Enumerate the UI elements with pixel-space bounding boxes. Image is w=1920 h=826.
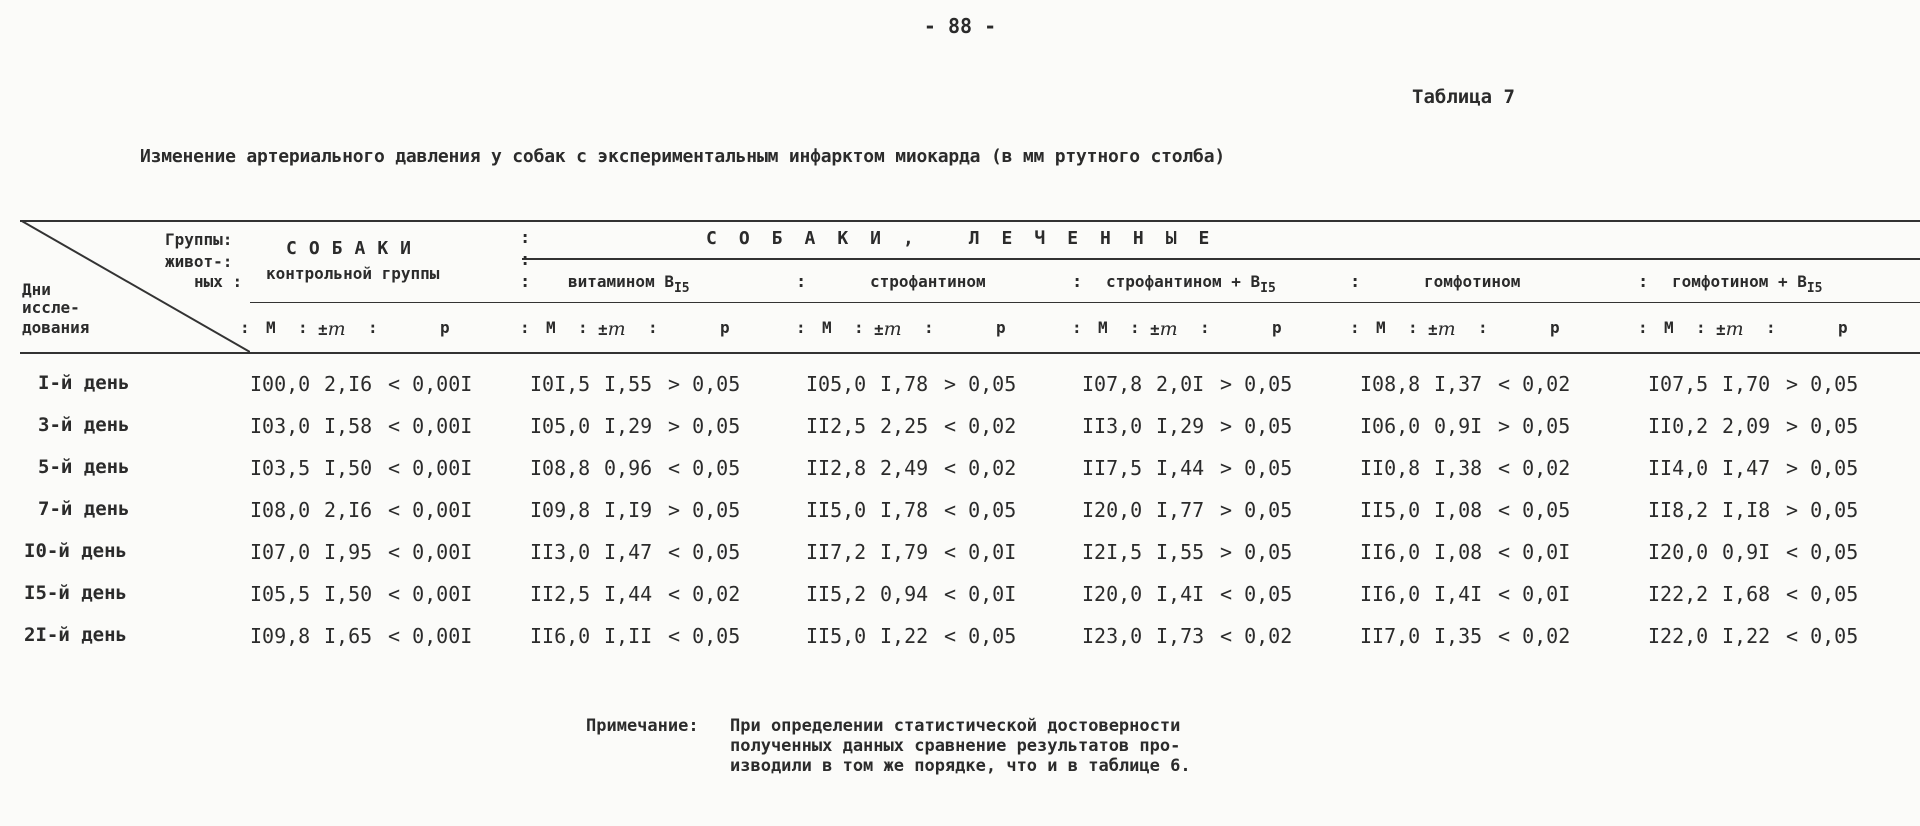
cell-p: > 0,05 (1498, 414, 1571, 438)
cell-sd: I,78 (880, 498, 929, 522)
cell-p: < 0,05 (1498, 498, 1571, 522)
cell-mean: I2I,5 (1082, 540, 1143, 564)
cell-mean: I06,0 (1360, 414, 1421, 438)
row-day-label: 7-й день (38, 498, 130, 520)
cell-mean: II2,8 (806, 456, 867, 480)
m-letter: m (607, 318, 626, 340)
cell-sd: I,I8 (1722, 498, 1771, 522)
cell-p: < 0,05 (1786, 540, 1859, 564)
cell-mean: I08,0 (250, 498, 311, 522)
treated-underline-rule (522, 258, 1920, 260)
cell-mean: II0,2 (1648, 414, 1709, 438)
cell-p: < 0,00I (388, 372, 473, 396)
plus-minus-sign: ± (598, 320, 608, 339)
control-group-subtitle: контрольной группы (266, 264, 440, 283)
cell-mean: II6,0 (1360, 540, 1421, 564)
cell-p: < 0,05 (1220, 582, 1293, 606)
cell-p: < 0,02 (1220, 624, 1293, 648)
cell-p: < 0,02 (1498, 372, 1571, 396)
cell-sd: 2,25 (880, 414, 929, 438)
cell-sd: I,95 (324, 540, 373, 564)
plus-minus-sign: ± (874, 320, 884, 339)
header-separator: : (796, 272, 807, 292)
cell-mean: II5,0 (1360, 498, 1421, 522)
row-day-label: 2I-й день (24, 624, 127, 646)
subheader-separator: : (298, 318, 308, 337)
cell-sd: 0,94 (880, 582, 929, 606)
group-strophanthin-b15: строфантином + $B_{I5}$ (1106, 272, 1276, 296)
cell-sd: I,II (604, 624, 653, 648)
cell-p: < 0,0I (944, 582, 1017, 606)
cell-mean: II2,5 (530, 582, 591, 606)
cell-p: < 0,0I (1498, 582, 1571, 606)
cell-mean: I07,0 (250, 540, 311, 564)
cell-sd: I,37 (1434, 372, 1483, 396)
cell-sd: I,55 (604, 372, 653, 396)
cell-mean: I00,0 (250, 372, 311, 396)
table-caption: Изменение артериального давления у собак с экспериментальным инфарктом миокарда (в мм ртутного столба) (140, 146, 1225, 167)
cell-sd: I,77 (1156, 498, 1205, 522)
cell-p: < 0,05 (1786, 582, 1859, 606)
cell-sd: I,50 (324, 456, 373, 480)
header-separator: : (520, 272, 531, 292)
column-header-p: p (720, 318, 730, 337)
cell-sd: 0,9I (1722, 540, 1771, 564)
m-letter: m (1437, 318, 1456, 340)
cell-mean: I09,8 (530, 498, 591, 522)
column-header-M: М (1376, 318, 1386, 337)
corner-label-days-1: Дни (22, 280, 51, 299)
row-day-label: 3-й день (38, 414, 130, 436)
cell-p: < 0,00I (388, 414, 473, 438)
cell-p: > 0,05 (668, 498, 741, 522)
cell-sd: I,68 (1722, 582, 1771, 606)
table-label: Таблица 7 (1412, 86, 1515, 108)
cell-p: < 0,00I (388, 498, 473, 522)
m-letter: m (1725, 318, 1744, 340)
cell-mean: II0,8 (1360, 456, 1421, 480)
subheader-separator: : (854, 318, 864, 337)
column-header-M: М (822, 318, 832, 337)
cell-p: > 0,05 (1786, 498, 1859, 522)
cell-sd: I,4I (1434, 582, 1483, 606)
column-header-p: p (440, 318, 450, 337)
cell-mean: I23,0 (1082, 624, 1143, 648)
cell-p: < 0,0I (1498, 540, 1571, 564)
cell-mean: II8,2 (1648, 498, 1709, 522)
row-day-label: 5-й день (38, 456, 130, 478)
cell-p: > 0,05 (1786, 414, 1859, 438)
corner-label-groups-2: живот-: (165, 252, 233, 271)
row-day-label: I-й день (38, 372, 130, 394)
control-group-title: СОБАКИ (286, 238, 424, 259)
cell-p: > 0,05 (1220, 414, 1293, 438)
cell-p: > 0,05 (1220, 540, 1293, 564)
cell-p: > 0,05 (1220, 498, 1293, 522)
row-day-label: I0-й день (24, 540, 127, 562)
cell-sd: I,08 (1434, 540, 1483, 564)
cell-mean: II5,0 (806, 498, 867, 522)
cell-sd: I,29 (604, 414, 653, 438)
cell-sd: I,38 (1434, 456, 1483, 480)
cell-sd: I,65 (324, 624, 373, 648)
subheader-separator: : (1638, 318, 1648, 337)
cell-mean: II3,0 (1082, 414, 1143, 438)
cell-p: < 0,05 (668, 624, 741, 648)
cell-mean: I03,5 (250, 456, 311, 480)
subheader-separator: : (520, 318, 530, 337)
cell-mean: II6,0 (1360, 582, 1421, 606)
cell-mean: II3,0 (530, 540, 591, 564)
cell-p: < 0,05 (944, 624, 1017, 648)
header-mid-rule (250, 302, 1920, 303)
cell-mean: II5,2 (806, 582, 867, 606)
subheader-separator: : (1130, 318, 1140, 337)
cell-p: < 0,05 (668, 540, 741, 564)
cell-mean: I05,0 (806, 372, 867, 396)
column-header-sd (1428, 318, 1456, 340)
cell-mean: I22,0 (1648, 624, 1709, 648)
cell-sd: I,47 (604, 540, 653, 564)
subheader-separator: : (1478, 318, 1488, 337)
cell-mean: I07,8 (1082, 372, 1143, 396)
table-row (0, 498, 1920, 538)
subheader-separator: : (1408, 318, 1418, 337)
subheader-separator: : (240, 318, 250, 337)
m-letter: m (1159, 318, 1178, 340)
subheader-separator: : (1696, 318, 1706, 337)
column-header-p: p (996, 318, 1006, 337)
subheader-separator: : (648, 318, 658, 337)
cell-mean: I20,0 (1082, 498, 1143, 522)
plus-minus-sign: ± (1428, 320, 1438, 339)
subheader-separator: : (578, 318, 588, 337)
plus-minus-sign: ± (1150, 320, 1160, 339)
cell-p: < 0,02 (668, 582, 741, 606)
cell-p: < 0,02 (944, 456, 1017, 480)
cell-mean: I03,0 (250, 414, 311, 438)
cell-sd: I,22 (1722, 624, 1771, 648)
cell-sd: I,70 (1722, 372, 1771, 396)
cell-mean: II7,5 (1082, 456, 1143, 480)
cell-mean: I20,0 (1648, 540, 1709, 564)
cell-sd: I,78 (880, 372, 929, 396)
column-header-sd (318, 318, 346, 340)
cell-sd: I,79 (880, 540, 929, 564)
cell-sd: 2,I6 (324, 372, 373, 396)
column-header-p: p (1272, 318, 1282, 337)
cell-p: < 0,0I (944, 540, 1017, 564)
cell-sd: I,4I (1156, 582, 1205, 606)
cell-sd: I,47 (1722, 456, 1771, 480)
column-header-sd (598, 318, 626, 340)
column-header-sd (874, 318, 902, 340)
cell-sd: 0,96 (604, 456, 653, 480)
cell-mean: II6,0 (530, 624, 591, 648)
column-header-M: М (1664, 318, 1674, 337)
group-strophanthin: строфантином (870, 272, 986, 291)
note-label: Примечание: (586, 716, 699, 736)
subheader-separator: : (368, 318, 378, 337)
column-header-p: p (1838, 318, 1848, 337)
cell-sd: I,29 (1156, 414, 1205, 438)
group-vitamin-b15: витамином $B_{I5}$ (568, 272, 690, 296)
cell-sd: 2,0I (1156, 372, 1205, 396)
cell-p: < 0,00I (388, 540, 473, 564)
group-gomphotin-b15: гомфотином + $B_{I5}$ (1672, 272, 1823, 296)
column-header-sd (1716, 318, 1744, 340)
treated-groups-title: СОБАКИ, ЛЕЧЕННЫЕ (706, 228, 1232, 249)
cell-mean: I09,8 (250, 624, 311, 648)
plus-minus-sign: ± (1716, 320, 1726, 339)
group-gomphotin: гомфотином (1424, 272, 1521, 291)
cell-mean: I0I,5 (530, 372, 591, 396)
cell-sd: I,08 (1434, 498, 1483, 522)
cell-p: > 0,05 (668, 414, 741, 438)
cell-p: < 0,02 (1498, 456, 1571, 480)
cell-p: < 0,05 (944, 498, 1017, 522)
table-row (0, 540, 1920, 580)
header-separator: : (1072, 272, 1083, 292)
cell-sd: I,50 (324, 582, 373, 606)
corner-label-days-3: дования (22, 318, 90, 337)
subheader-separator: : (796, 318, 806, 337)
cell-p: < 0,00I (388, 582, 473, 606)
cell-mean: II4,0 (1648, 456, 1709, 480)
subheader-separator: : (1072, 318, 1082, 337)
header-separator: : (1350, 272, 1361, 292)
cell-mean: I07,5 (1648, 372, 1709, 396)
header-separator: : (520, 228, 531, 248)
cell-sd: 2,49 (880, 456, 929, 480)
table-row (0, 456, 1920, 496)
cell-mean: I20,0 (1082, 582, 1143, 606)
cell-sd: 2,I6 (324, 498, 373, 522)
note-text: При определении статистической достоверности полученных данных сравнение результатов про- изводили в том же порядке, что и в таблице 6. (730, 716, 1191, 776)
table-row (0, 372, 1920, 412)
cell-sd: I,73 (1156, 624, 1205, 648)
cell-mean: II5,0 (806, 624, 867, 648)
subheader-separator: : (1200, 318, 1210, 337)
cell-p: < 0,05 (668, 456, 741, 480)
cell-p: < 0,02 (1498, 624, 1571, 648)
header-separator: : (520, 250, 531, 270)
cell-p: > 0,05 (1220, 372, 1293, 396)
table-row (0, 624, 1920, 664)
cell-p: < 0,02 (944, 414, 1017, 438)
cell-sd: I,44 (604, 582, 653, 606)
corner-label-groups-1: Группы: (165, 230, 233, 249)
cell-sd: I,44 (1156, 456, 1205, 480)
cell-mean: II7,2 (806, 540, 867, 564)
column-header-M: М (1098, 318, 1108, 337)
cell-sd: 0,9I (1434, 414, 1483, 438)
cell-mean: I22,2 (1648, 582, 1709, 606)
cell-p: > 0,05 (1786, 372, 1859, 396)
cell-p: < 0,05 (1786, 624, 1859, 648)
column-header-M: М (546, 318, 556, 337)
cell-p: > 0,05 (668, 372, 741, 396)
cell-p: < 0,00I (388, 624, 473, 648)
table-row (0, 414, 1920, 454)
header-separator: : (1638, 272, 1649, 292)
subheader-separator: : (1766, 318, 1776, 337)
cell-p: > 0,05 (1786, 456, 1859, 480)
page-number: - 88 - (923, 14, 997, 38)
header-top-rule (20, 220, 1920, 222)
cell-sd: I,58 (324, 414, 373, 438)
subheader-separator: : (1350, 318, 1360, 337)
cell-p: > 0,05 (1220, 456, 1293, 480)
row-day-label: I5-й день (24, 582, 127, 604)
subheader-separator: : (924, 318, 934, 337)
plus-minus-sign: ± (318, 320, 328, 339)
cell-p: > 0,05 (944, 372, 1017, 396)
cell-mean: I08,8 (1360, 372, 1421, 396)
header-bottom-rule (20, 352, 1920, 354)
cell-sd: I,I9 (604, 498, 653, 522)
corner-label-groups-3: ных : (194, 272, 243, 291)
cell-sd: I,55 (1156, 540, 1205, 564)
cell-mean: I05,5 (250, 582, 311, 606)
column-header-p: p (1550, 318, 1560, 337)
table-row (0, 582, 1920, 622)
corner-label-days-2: иссле- (22, 298, 80, 317)
cell-sd: I,35 (1434, 624, 1483, 648)
cell-mean: I05,0 (530, 414, 591, 438)
cell-mean: II2,5 (806, 414, 867, 438)
cell-sd: 2,09 (1722, 414, 1771, 438)
m-letter: m (883, 318, 902, 340)
m-letter: m (327, 318, 346, 340)
cell-mean: I08,8 (530, 456, 591, 480)
column-header-sd (1150, 318, 1178, 340)
cell-mean: II7,0 (1360, 624, 1421, 648)
cell-sd: I,22 (880, 624, 929, 648)
cell-p: < 0,00I (388, 456, 473, 480)
column-header-M: М (266, 318, 276, 337)
